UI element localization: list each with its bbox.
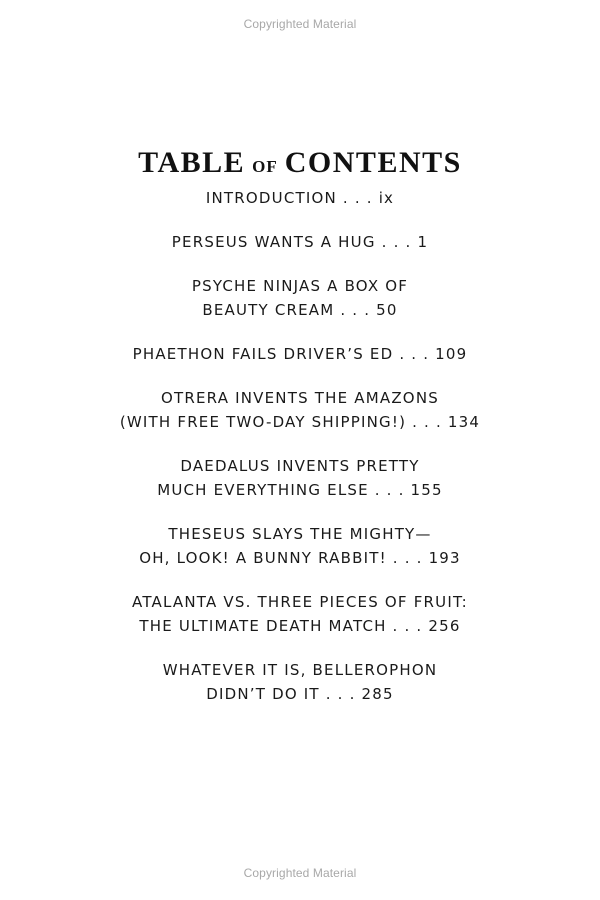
toc-entry-bellerophon — [0, 658, 600, 706]
toc-entry-phaethon — [0, 342, 600, 366]
toc-entry-line: THE ULTIMATE DEATH MATCH . . . 256 — [139, 617, 461, 635]
title-word-contents: CONTENTS — [284, 146, 462, 180]
toc-entry-line: (WITH FREE TWO-DAY SHIPPING!) . . . 134 — [119, 413, 481, 431]
title-word-of: OF — [252, 157, 278, 177]
toc-entry-line: OTRERA INVENTS THE AMAZONS — [161, 389, 439, 407]
toc-entry-line: INTRODUCTION . . . ix — [205, 189, 395, 207]
toc-entry-psyche — [0, 274, 600, 322]
toc-entry-line: PHAETHON FAILS DRIVER’S ED . . . 109 — [132, 345, 468, 363]
table-of-contents — [0, 186, 600, 726]
toc-entry-perseus — [0, 230, 600, 254]
toc-entry-atalanta — [0, 590, 600, 638]
toc-entry-line: OH, LOOK! A BUNNY RABBIT! . . . 193 — [139, 549, 461, 567]
toc-entry-line: ATALANTA VS. THREE PIECES OF FRUIT: — [132, 593, 468, 611]
title-word-table: TABLE — [138, 146, 246, 180]
toc-entry-introduction — [0, 186, 600, 210]
page-title — [0, 143, 600, 180]
toc-entry-line: BEAUTY CREAM . . . 50 — [202, 301, 398, 319]
toc-entry-line: PERSEUS WANTS A HUG . . . 1 — [171, 233, 429, 251]
toc-entry-line: DIDN’T DO IT . . . 285 — [206, 685, 394, 703]
watermark-bottom: Copyrighted Material — [243, 866, 357, 880]
toc-entry-line: DAEDALUS INVENTS PRETTY — [180, 457, 420, 475]
toc-entry-otrera — [0, 386, 600, 434]
toc-entry-line: MUCH EVERYTHING ELSE . . . 155 — [157, 481, 443, 499]
toc-entry-line: WHATEVER IT IS, BELLEROPHON — [162, 661, 438, 679]
toc-entry-daedalus — [0, 454, 600, 502]
toc-entry-line: THESEUS SLAYS THE MIGHTY— — [168, 525, 432, 543]
toc-entry-line: PSYCHE NINJAS A BOX OF — [191, 277, 409, 295]
toc-entry-theseus — [0, 522, 600, 570]
watermark-top: Copyrighted Material — [243, 17, 357, 31]
